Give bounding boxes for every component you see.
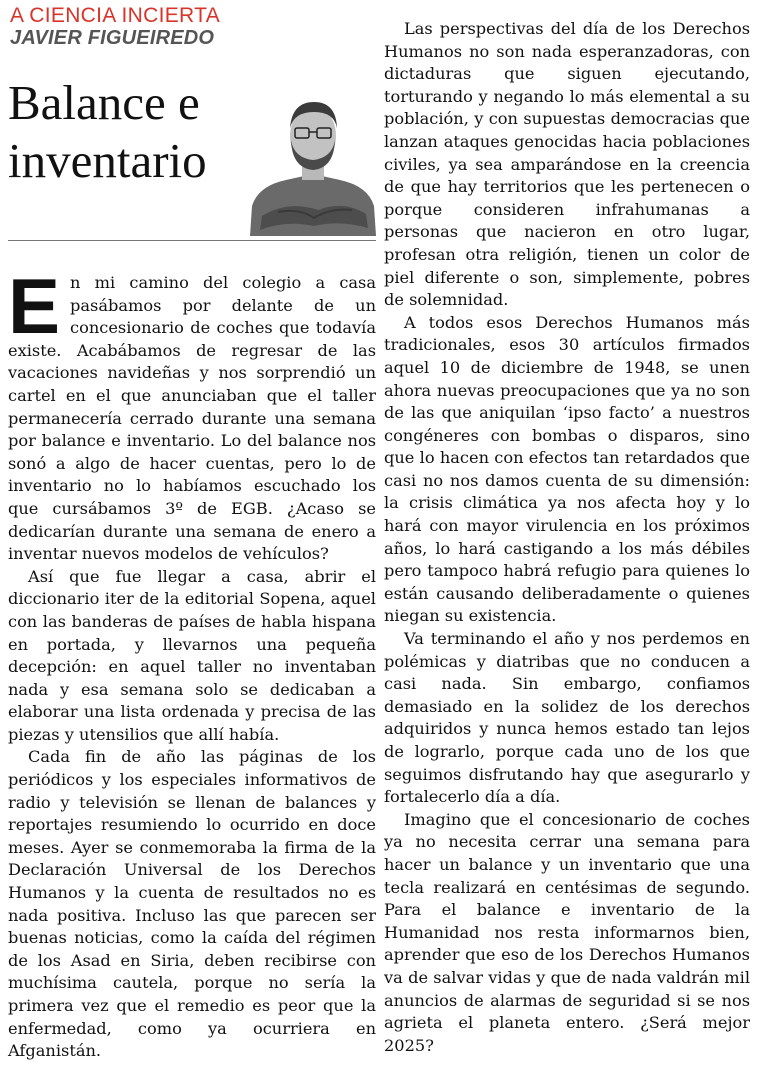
paragraph: A todos esos Derechos Humanos más tradicionales, esos 30 artículos firmados aquel 10 de diciembre de 1948, se unen ahora nuevas preocupaciones que ya no son de las que aniquilan ‘ipso facto’ a nuestros congéneres con bombas o disparos, sino que lo hacen con efectos tan retardados que casi no nos damos cuenta de su dimensión: la crisis climática ya nos afecta hoy y lo hará con mayor virulencia en los próximos años, lo hará castigando a los más débiles pero tampoco habrá refugio para quienes lo están causando deliberadamente o quienes niegan su existencia.: [384, 312, 750, 626]
paragraph: [8, 262, 376, 566]
headline-line-1: Balance e: [8, 75, 200, 130]
article-column-left: [8, 262, 376, 1072]
headline: [8, 74, 248, 190]
section-label: A CIENCIA INCIERTA: [10, 4, 221, 27]
paragraph: Así que fue llegar a casa, abrir el diccionario iter de la editorial Sopena, aquel con las banderas de países de habla hispana en portada, y llevarnos una pequeña decepción: en aquel taller no inventaban nada y esa semana solo se dedicaban a elaborar una lista ordenada y precisa de las piezas y utensilios que allí había.: [8, 566, 376, 744]
paragraph: Las perspectivas del día de los Derechos Humanos no son nada esperanzadoras, con dictaduras que siguen ejecutando, torturando y negando lo más elemental a su población, y con supuestas democracias que lanzan ataques genocidas hacia poblaciones civiles, ya sea amparándose en la creencia de que hay territorios que les pertenecen o porque consideren infrahumanas a personas que nacieron en otro lugar, profesan otra religión, tienen un color de piel diferente o son, simplemente, pobres de solemnidad.: [384, 19, 750, 310]
paragraph: Imagino que el concesionario de coches ya no necesita cerrar una semana para hacer un balance y un inventario que una tecla realizará en centésimas de segundo. Para el balance e inventario de la Humanidad nos resta informarnos bien, aprender que eso de los Derechos Humanos va de salvar vidas y que de nada valdrán mil anuncios de alarmas de seguridad si se nos agrieta el planeta entero. ¿Será mejor 2025?: [384, 809, 750, 1055]
paragraph: Cada fin de año las páginas de los periódicos y los especiales informativos de radio y televisión se llenan de balances y reportajes resumiendo lo ocurrido en doce meses. Ayer se conmemoraba la firma de la Declaración Universal de los Derechos Humanos y la cuenta de resultados no es nada positiva. Incluso las que parecen ser buenas noticias, como la caída del régimen de los Asad en Siria, deben recibirse con muchísima cautela, porque no sería la primera vez que el remedio es peor que la enfermedad, como ya ocurriera en Afganistán.: [8, 747, 376, 1061]
author-name: JAVIER FIGUEIREDO: [10, 27, 215, 49]
headline-rule: [8, 240, 376, 241]
paragraph-text: n mi camino del colegio a casa pasábamos por delante de un concesionario de coches que todavía existe. Acabábamos de regresar de las vacaciones navideñas y nos sorprendió un cartel en el que anunciaban que el taller permanecería cerrado durante una semana por balance e inventario. Lo del balance nos sonó a algo de hacer cuentas, pero lo de inventario no lo habíamos escuchado los que cursábamos 3º de EGB. ¿Acaso se dedicarían durante una semana de enero a inventar nuevos modelos de vehículos?: [8, 273, 376, 564]
paragraph: Va terminando el año y nos perdemos en polémicas y diatribas que no conducen a casi nada. Sin embargo, confiamos demasiado en la solidez de los derechos adquiridos y nunca hemos estado tan lejos de lograrlo, porque cada uno de los que seguimos disfrutando hay que asegurarlo y fortalecerlo día a día.: [384, 629, 750, 807]
headline-line-2: inventario: [8, 133, 207, 188]
author-photo: [248, 88, 378, 236]
article-column-right: [384, 18, 750, 1074]
drop-cap: E: [8, 262, 61, 350]
